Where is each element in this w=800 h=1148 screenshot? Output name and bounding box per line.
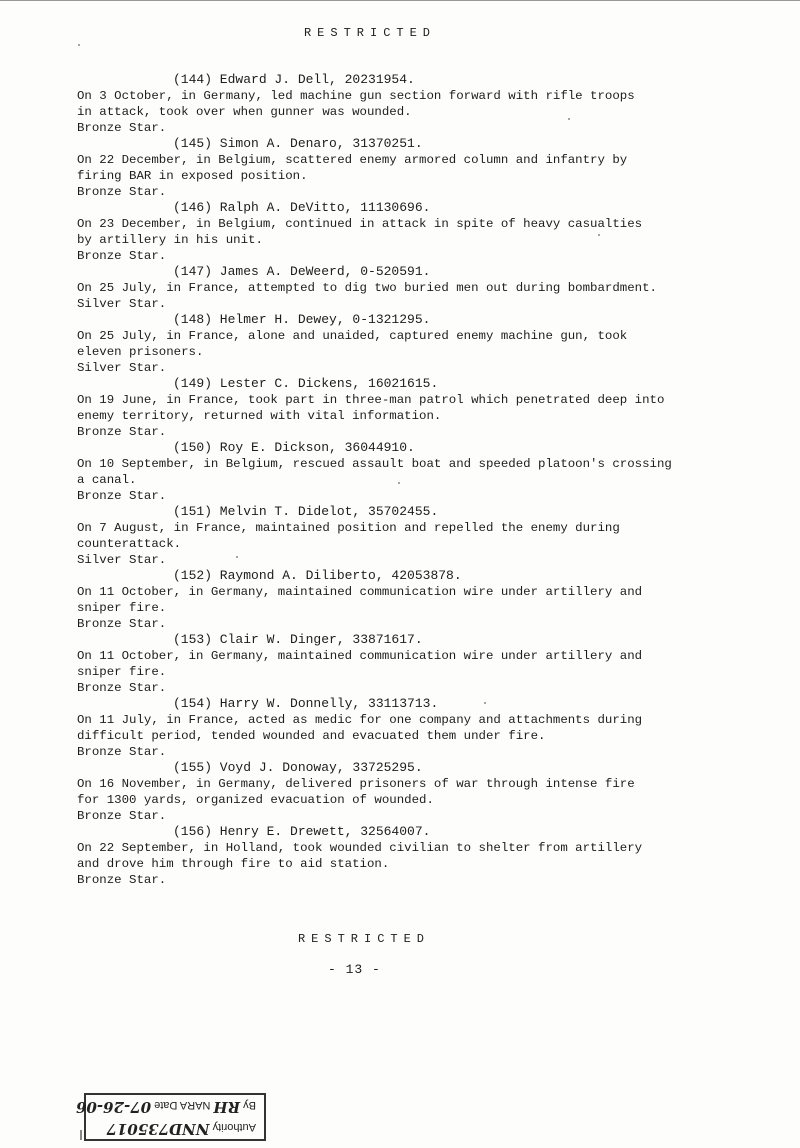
citation-text-line: by artillery in his unit. [77, 233, 263, 247]
citation-heading: (151) Melvin T. Didelot, 35702455. [173, 504, 439, 519]
citation-text-line: On 19 June, in France, took part in three-man patrol which penetrated deep into [77, 393, 665, 407]
citation-award: Bronze Star. [77, 681, 167, 695]
citation-entry [77, 136, 717, 200]
citation-heading: (152) Raymond A. Diliberto, 42053878. [173, 568, 462, 583]
citation-text-line: On 11 October, in Germany, maintained communication wire under artillery and [77, 585, 643, 599]
top-classification-marking: RESTRICTED [303, 26, 436, 40]
citation-heading: (150) Roy E. Dickson, 36044910. [173, 440, 415, 455]
stamp-nara-label: NARA Date [154, 1099, 211, 1111]
citation-text-line: enemy territory, returned with vital information. [77, 409, 442, 423]
declassification-stamp [76, 1093, 266, 1141]
stamp-by-value: RH [213, 1098, 241, 1116]
bottom-classification-marking: RESTRICTED [297, 932, 430, 946]
citation-text-line: On 3 October, in Germany, led machine gun section forward with rifle troops [77, 89, 635, 103]
citation-heading: (153) Clair W. Dinger, 33871617. [173, 632, 423, 647]
citation-heading: (154) Harry W. Donnelly, 33113713. [173, 696, 439, 711]
citation-heading: (146) Ralph A. DeVitto, 11130696. [173, 200, 431, 215]
citation-award: Bronze Star. [77, 121, 167, 135]
citation-list [77, 72, 717, 888]
citation-text-line: On 11 October, in Germany, maintained communication wire under artillery and [77, 649, 643, 663]
citation-heading: (147) James A. DeWeerd, 0-520591. [173, 264, 431, 279]
citation-entry [77, 312, 717, 376]
stamp-by-label: By [243, 1099, 256, 1111]
paper-speck [398, 482, 400, 484]
citation-entry [77, 440, 717, 504]
citation-text-line: eleven prisoners. [77, 345, 204, 359]
citation-award: Bronze Star. [77, 249, 167, 263]
citation-text-line: On 11 July, in France, acted as medic for one company and attachments during [77, 713, 643, 727]
citation-text-line: On 16 November, in Germany, delivered prisoners of war through intense fire [77, 777, 635, 791]
citation-text-line: in attack, took over when gunner was wounded. [77, 105, 412, 119]
stamp-authority-label: Authority [212, 1121, 256, 1133]
citation-heading: (145) Simon A. Denaro, 31370251. [173, 136, 423, 151]
citation-award: Bronze Star. [77, 745, 167, 759]
citation-entry [77, 632, 717, 696]
citation-text-line: difficult period, tended wounded and evacuated them under fire. [77, 729, 546, 743]
citation-text-line: On 22 September, in Holland, took wounded civilian to shelter from artillery [77, 841, 643, 855]
citation-text-line: On 25 July, in France, attempted to dig two buried men out during bombardment. [77, 281, 657, 295]
citation-entry [77, 760, 717, 824]
citation-award: Bronze Star. [77, 873, 167, 887]
citation-entry [77, 376, 717, 440]
citation-award: Bronze Star. [77, 617, 167, 631]
citation-entry [77, 568, 717, 632]
citation-award: Silver Star. [77, 553, 167, 567]
citation-award: Bronze Star. [77, 489, 167, 503]
citation-text-line: On 23 December, in Belgium, continued in attack in spite of heavy casualties [77, 217, 643, 231]
citation-text-line: a canal. [77, 473, 137, 487]
citation-text-line: On 22 December, in Belgium, scattered enemy armored column and infantry by [77, 153, 628, 167]
stamp-date-value: 07-26-06 [76, 1098, 152, 1116]
citation-award: Bronze Star. [77, 425, 167, 439]
citation-entry [77, 72, 717, 136]
citation-text-line: On 7 August, in France, maintained position and repelled the enemy during [77, 521, 620, 535]
citation-text-line: counterattack. [77, 537, 182, 551]
citation-entry [77, 264, 717, 312]
citation-text-line: and drove him through fire to aid station. [77, 857, 390, 871]
citation-award: Bronze Star. [77, 185, 167, 199]
citation-heading: (149) Lester C. Dickens, 16021615. [173, 376, 439, 391]
citation-text-line: sniper fire. [77, 665, 167, 679]
citation-heading: (156) Henry E. Drewett, 32564007. [173, 824, 431, 839]
citation-entry [77, 504, 717, 568]
paper-speck [598, 234, 600, 236]
paper-speck [236, 556, 238, 558]
citation-entry [77, 696, 717, 760]
stamp-authority-value: NND735017 [106, 1120, 210, 1138]
citation-heading: (148) Helmer H. Dewey, 0-1321295. [173, 312, 431, 327]
citation-text-line: firing BAR in exposed position. [77, 169, 308, 183]
citation-award: Silver Star. [77, 297, 167, 311]
citation-award: Bronze Star. [77, 809, 167, 823]
page-number: - 13 - [328, 962, 381, 977]
paper-speck [568, 118, 570, 120]
citation-heading: (144) Edward J. Dell, 20231954. [173, 72, 415, 87]
top-edge-line [0, 0, 800, 1]
citation-heading: (155) Voyd J. Donoway, 33725295. [173, 760, 423, 775]
paper-speck [484, 702, 486, 704]
citation-award: Silver Star. [77, 361, 167, 375]
citation-entry [77, 824, 717, 888]
citation-text-line: for 1300 yards, organized evacuation of wounded. [77, 793, 434, 807]
stamp-by-row [76, 1095, 264, 1117]
citation-text-line: On 25 July, in France, alone and unaided, captured enemy machine gun, took [77, 329, 628, 343]
citation-entry [77, 200, 717, 264]
citation-text-line: sniper fire. [77, 601, 167, 615]
paper-speck [80, 1130, 82, 1140]
stamp-authority-row [86, 1117, 264, 1139]
citation-text-line: On 10 September, in Belgium, rescued assault boat and speeded platoon's crossing [77, 457, 672, 471]
paper-speck [78, 44, 80, 46]
